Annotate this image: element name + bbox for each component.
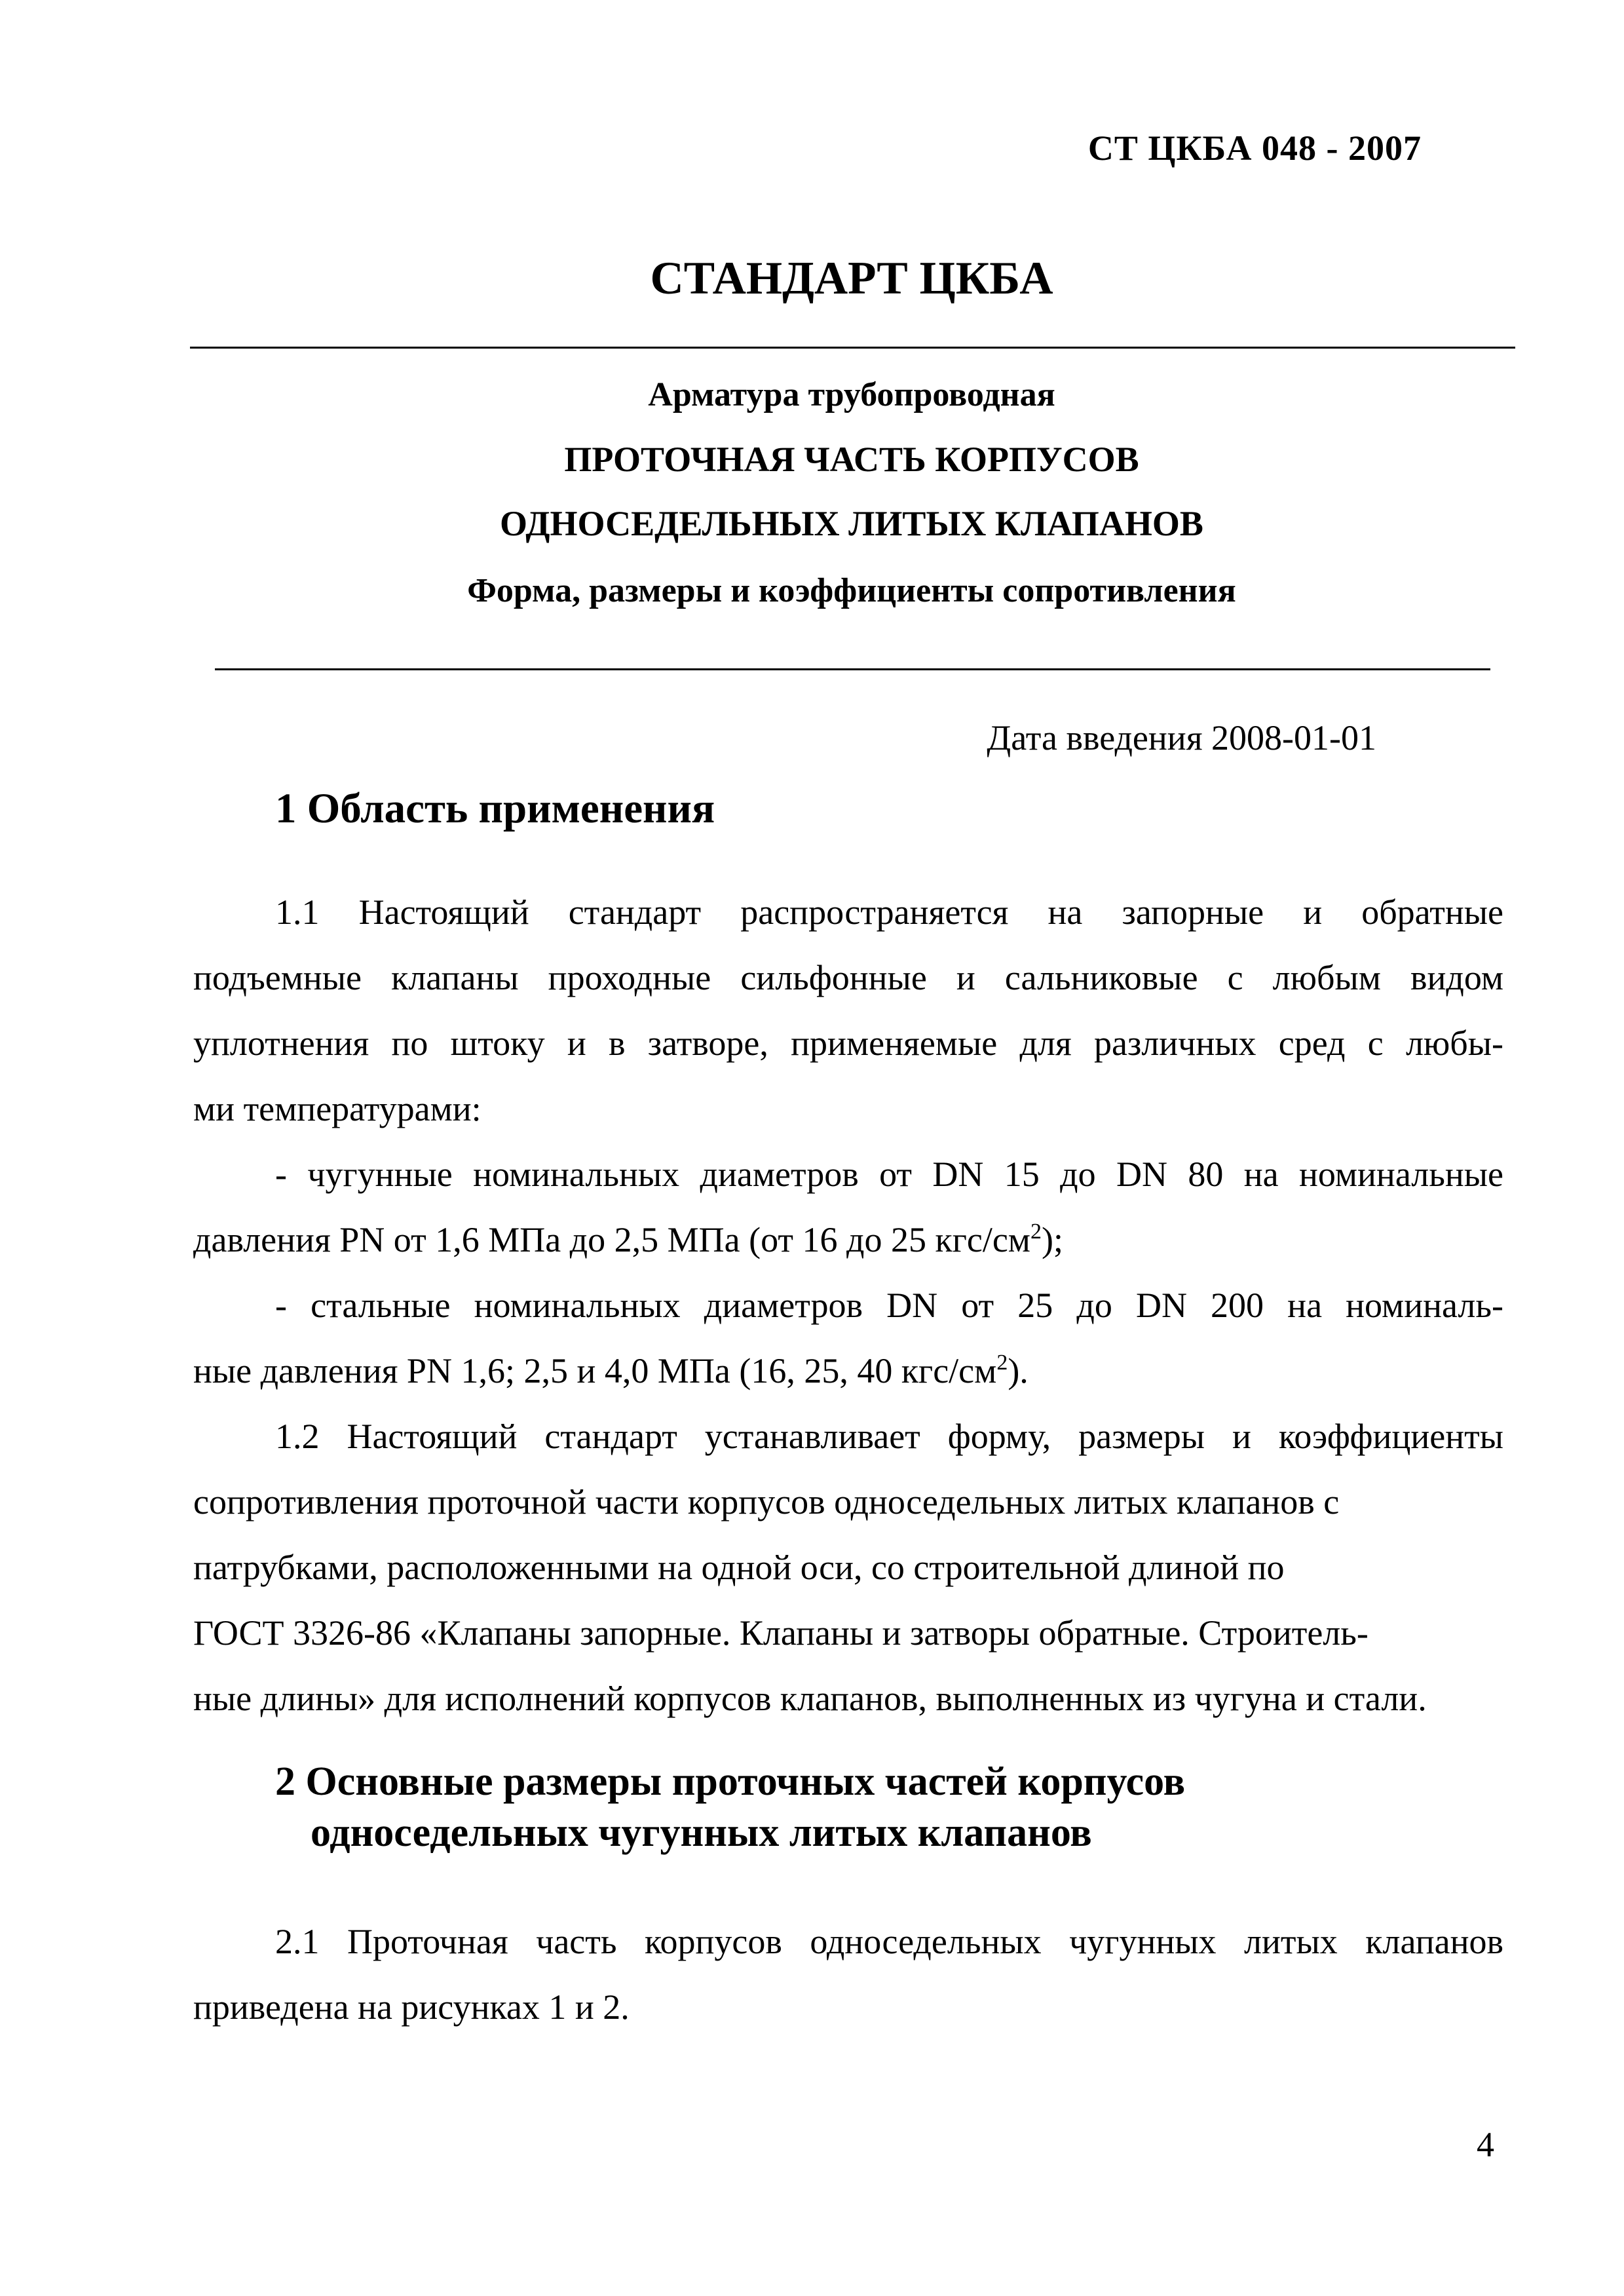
text-line: 1.2 Настоящий стандарт устанавливает форму, размеры и коэффициенты (275, 1417, 1503, 1456)
text-line: подъемные клапаны проходные сильфонные и сальниковые с любым видом (193, 958, 1503, 997)
text-line (193, 1338, 1503, 1404)
text-line: уплотнения по штоку и в затворе, применяемые для различных сред с любы- (193, 1024, 1503, 1063)
superscript: 2 (1030, 1219, 1042, 1244)
top-divider (190, 347, 1515, 349)
superscript: 2 (996, 1350, 1008, 1375)
text-line: - чугунные номинальных диаметров от DN 15 до DN 80 на номинальные (275, 1155, 1503, 1194)
text-segment: ); (1041, 1220, 1063, 1259)
section-2-heading (275, 1756, 1185, 1858)
paragraph-1-1 (193, 879, 1503, 1141)
text-line: сопротивления проточной части корпусов односедельных литых клапанов с (193, 1482, 1340, 1521)
text-line (193, 1207, 1503, 1272)
text-line: 2.1 Проточная часть корпусов односедельных чугунных литых клапанов (275, 1922, 1503, 1961)
text-segment: ). (1008, 1351, 1029, 1390)
subtitle-main-line1: ПРОТОЧНАЯ ЧАСТЬ КОРПУСОВ (564, 440, 1139, 479)
subtitle-category: Арматура трубопроводная (648, 376, 1055, 413)
paragraph-1-2 (193, 1404, 1503, 1731)
text-line: ные длины» для исполнений корпусов клапанов, выполненных из чугуна и стали. (193, 1679, 1427, 1718)
page-number: 4 (1477, 2125, 1494, 2164)
heading-line: 2 Основные размеры проточных частей корпусов (275, 1759, 1186, 1804)
subtitle-scope: Форма, размеры и коэффициенты сопротивления (467, 572, 1236, 609)
text-line: 1.1 Настоящий стандарт распространяется на запорные и обратные (275, 892, 1503, 932)
text-segment: давления PN от 1,6 МПа до 2,5 МПа (от 16 до 25 кгс/см (193, 1220, 1030, 1259)
document-number: СТ ЦКБА 048 - 2007 (1087, 128, 1422, 168)
text-line: приведена на рисунках 1 и 2. (193, 1987, 630, 2027)
heading-line: односедельных чугунных литых клапанов (311, 1810, 1092, 1855)
text-line: ми температурами: (193, 1089, 482, 1128)
paragraph-steel (193, 1272, 1503, 1404)
subtitle-main-line2: ОДНОСЕДЕЛЬНЫХ ЛИТЫХ КЛАПАНОВ (500, 504, 1203, 543)
text-line: ГОСТ 3326-86 «Клапаны запорные. Клапаны и затворы обратные. Строитель- (193, 1613, 1369, 1653)
bottom-divider (215, 668, 1490, 670)
standard-title: СТАНДАРТ ЦКБА (650, 253, 1053, 304)
section-1-heading: 1 Область применения (275, 785, 715, 832)
paragraph-2-1 (193, 1909, 1503, 2040)
introduction-date: Дата введения 2008-01-01 (987, 718, 1376, 757)
text-segment: ные давления PN 1,6; 2,5 и 4,0 МПа (16, 25, 40 кгс/см (193, 1351, 997, 1390)
text-line: - стальные номинальных диаметров DN от 25 до DN 200 на номиналь- (275, 1286, 1503, 1325)
text-line: патрубками, расположенными на одной оси, со строительной длиной по (193, 1548, 1285, 1587)
paragraph-cast-iron (193, 1141, 1503, 1272)
